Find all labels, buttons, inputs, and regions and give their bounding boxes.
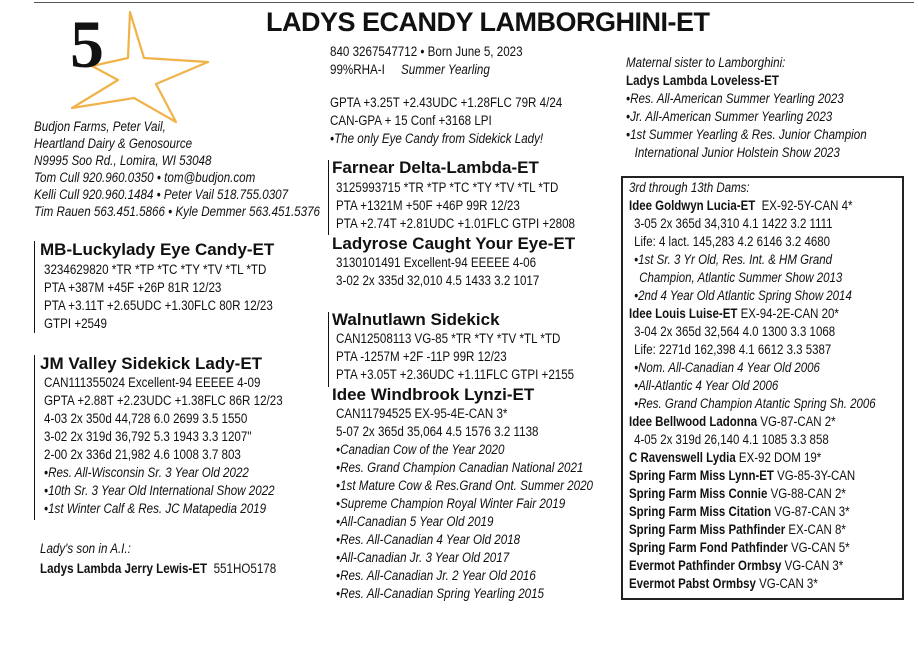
sire-name: MB-Luckylady Eye Candy-ET xyxy=(40,240,275,259)
animal-cangpa: CAN-GPA + 15 Conf +3168 LPI xyxy=(330,113,492,128)
dam-entry-name: Evermot Pabst Ormbsy xyxy=(629,576,756,591)
animal-id: 840 3267547712 • Born June 5, 2023 xyxy=(330,44,523,59)
dam-entry-score: VG-87-CAN 3* xyxy=(774,504,850,519)
sire-bar xyxy=(34,241,35,333)
contact-line: Tom Cull 920.960.0350 • tom@budjon.com xyxy=(34,170,256,185)
dam-entry-line: Life: 2271d 162,398 4.1 6612 3.3 5387 xyxy=(634,342,832,357)
dam-entry-name: C Ravenswell Lydia xyxy=(629,450,736,465)
second-dam-honor: •All-Canadian Jr. 3 Year Old 2017 xyxy=(336,550,510,565)
page-title: LADYS ECANDY LAMBORGHINI-ET xyxy=(266,7,710,37)
dam-entry-honor: •1st Sr. 3 Yr Old, Res. Int. & HM Grand xyxy=(634,252,832,267)
dam-bar xyxy=(34,355,35,520)
sister-honor: International Junior Holstein Show 2023 xyxy=(634,145,840,160)
second-dam-name: Idee Windbrook Lynzi-ET xyxy=(332,385,535,404)
dam-entry-honor: Champion, Atlantic Summer Show 2013 xyxy=(639,270,843,285)
son-label: Lady's son in A.I.: xyxy=(40,541,131,556)
contact-line: N9995 Soo Rd., Lomira, WI 53048 xyxy=(34,153,212,168)
mgs-line: CAN12508113 VG-85 *TR *TY *TV *TL *TD xyxy=(336,331,561,346)
dos-line: 3-02 2x 335d 32,010 4.5 1433 3.2 1017 xyxy=(336,273,540,288)
dam-line: CAN111355024 Excellent-94 EEEEE 4-09 xyxy=(44,375,261,390)
sod-name: Farnear Delta-Lambda-ET xyxy=(332,158,539,177)
second-dam-honor: •Res. Grand Champion Canadian National 2021 xyxy=(336,460,584,475)
dam-entry-line: 4-05 2x 319d 26,140 4.1 1085 3.3 858 xyxy=(634,432,829,447)
dos-details xyxy=(336,254,572,290)
second-dam-honor: •Res. All-Canadian Spring Yearling 2015 xyxy=(336,586,545,601)
mgs-line: PTA +3.05T +2.36UDC +1.11FLC GTPI +2155 xyxy=(336,367,575,382)
second-dam-honor: •All-Canadian 5 Year Old 2019 xyxy=(336,514,494,529)
contact-block xyxy=(34,118,367,220)
animal-note: •The only Eye Candy from Sidekick Lady! xyxy=(330,131,544,146)
second-dam-honor: •Canadian Cow of the Year 2020 xyxy=(336,442,505,457)
sister-honor: •Res. All-American Summer Yearling 2023 xyxy=(626,91,844,106)
sister-honor: •1st Summer Yearling & Res. Junior Champion xyxy=(626,127,867,142)
dam-entry-honor: •2nd 4 Year Old Atlantic Spring Show 2014 xyxy=(634,288,852,303)
contact-line: Heartland Dairy & Genosource xyxy=(34,136,193,151)
star-icon xyxy=(32,6,217,124)
animal-gpta: GPTA +3.25T +2.43UDC +1.28FLC 79R 4/24 xyxy=(330,95,563,110)
contact-line: Budjon Farms, Peter Vail, xyxy=(34,119,166,134)
dam-entry-score: VG-85-3Y-CAN xyxy=(777,468,856,483)
second-dam-honor: •Supreme Champion Royal Winter Fair 2019 xyxy=(336,496,566,511)
second-dam-line: CAN11794525 EX-95-4E-CAN 3* xyxy=(336,406,508,421)
dam-honor: •10th Sr. 3 Year Old International Show 2022 xyxy=(44,483,275,498)
dam-entry-score: EX-92-5Y-CAN 4* xyxy=(761,198,853,213)
contact-line: Tim Rauen 563.451.5866 • Kyle Demmer 563.451.5376 xyxy=(34,204,321,219)
sire-line: 3234629820 *TR *TP *TC *TY *TV *TL *TD xyxy=(44,262,267,277)
dos-name: Ladyrose Caught Your Eye-ET xyxy=(332,234,576,253)
dam-line: GPTA +2.88T +2.23UDC +1.38FLC 86R 12/23 xyxy=(44,393,283,408)
maternal-sister xyxy=(626,54,906,162)
dam-entry-name: Spring Farm Miss Lynn-ET xyxy=(629,468,774,483)
mgs-details xyxy=(336,330,613,384)
dam-entry-name: Spring Farm Fond Pathfinder xyxy=(629,540,788,555)
dam-line: 4-03 2x 350d 44,728 6.0 2699 3.5 1550 xyxy=(44,411,248,426)
dam-details xyxy=(44,374,322,518)
sister-honor: •Jr. All-American Summer Yearling 2023 xyxy=(626,109,833,124)
son-name: Ladys Lambda Jerry Lewis-ET xyxy=(40,561,208,576)
dam-entry-line: Life: 4 lact. 145,283 4.2 6146 3.2 4680 xyxy=(634,234,830,249)
dam-entry-line: 3-05 2x 365d 34,310 4.1 1422 3.2 1111 xyxy=(634,216,833,231)
dam-honor: •1st Winter Calf & Res. JC Matapedia 2019 xyxy=(44,501,267,516)
dam-name: JM Valley Sidekick Lady-ET xyxy=(40,354,263,373)
dam-entry-score: EX-92 DOM 19* xyxy=(738,450,822,465)
dam-entry-name: Spring Farm Miss Pathfinder xyxy=(629,522,786,537)
sire-line: GTPI +2549 xyxy=(44,316,107,331)
animal-info xyxy=(330,43,600,148)
dos-line: 3130101491 Excellent-94 EEEEE 4-06 xyxy=(336,255,537,270)
animal-type: 99%RHA-I xyxy=(330,62,385,77)
sire-line: PTA +3.11T +2.65UDC +1.30FLC 80R 12/23 xyxy=(44,298,273,313)
sister-label: Maternal sister to Lamborghini: xyxy=(626,55,786,70)
second-dam-details xyxy=(336,405,635,603)
sire-details xyxy=(44,261,310,333)
contact-line: Kelli Cull 920.960.1484 • Peter Vail 518.755.0307 xyxy=(34,187,289,202)
dam-line: 2-00 2x 336d 21,982 4.6 1008 3.7 803 xyxy=(44,447,241,462)
second-dam-line: 5-07 2x 365d 35,064 4.5 1576 3.2 1138 xyxy=(336,424,539,439)
dam-entry-name: Idee Goldwyn Lucia-ET xyxy=(629,198,756,213)
dam-entry-score: VG-CAN 3* xyxy=(784,558,844,573)
dam-entry-score: VG-CAN 5* xyxy=(790,540,850,555)
second-dam-honor: •1st Mature Cow & Res.Grand Ont. Summer 2020 xyxy=(336,478,594,493)
mgs-line: PTA -1257M +2F -11P 99R 12/23 xyxy=(336,349,507,364)
second-dam-honor: •Res. All-Canadian 4 Year Old 2018 xyxy=(336,532,521,547)
dam-honor: •Res. All-Wisconsin Sr. 3 Year Old 2022 xyxy=(44,465,249,480)
top-rule xyxy=(34,2,914,3)
sod-bar xyxy=(328,160,329,235)
dam-entry-name: Evermot Pathfinder Ormbsy xyxy=(629,558,782,573)
dam-entry-score: EX-CAN 8* xyxy=(788,522,846,537)
sire-line: PTA +387M +45F +26P 81R 12/23 xyxy=(44,280,222,295)
mgs-bar xyxy=(328,312,329,387)
dam-line: 3-02 2x 319d 36,792 5.3 1943 3.3 1207" xyxy=(44,429,252,444)
dam-entry-score: VG-88-CAN 2* xyxy=(770,486,846,501)
dam-entry-score: VG-CAN 3* xyxy=(759,576,818,591)
animal-class: Summer Yearling xyxy=(400,62,490,77)
dams-label: 3rd through 13th Dams: xyxy=(629,180,750,195)
dam-entry-honor: •Nom. All-Canadian 4 Year Old 2006 xyxy=(634,360,820,375)
sod-line: PTA +2.74T +2.81UDC +1.01FLC GTPI +2808 xyxy=(336,216,576,231)
dams-box-content xyxy=(629,179,918,593)
dam-entry-score: VG-87-CAN 2* xyxy=(760,414,836,429)
dam-entry-name: Idee Louis Luise-ET xyxy=(629,306,738,321)
sod-line: 3125993715 *TR *TP *TC *TY *TV *TL *TD xyxy=(336,180,559,195)
son-block xyxy=(40,540,315,578)
sod-line: PTA +1321M +50F +46P 99R 12/23 xyxy=(336,198,520,213)
son-code: 551HO5178 xyxy=(213,561,277,576)
dam-entry-honor: •All-Atlantic 4 Year Old 2006 xyxy=(634,378,779,393)
dam-entry-score: EX-94-2E-CAN 20* xyxy=(740,306,839,321)
dam-entry-name: Idee Bellwood Ladonna xyxy=(629,414,758,429)
sod-details xyxy=(336,179,614,233)
sister-name: Ladys Lambda Loveless-ET xyxy=(626,73,779,88)
dam-entry-line: 3-04 2x 365d 32,564 4.0 1300 3.3 1068 xyxy=(634,324,836,339)
dam-entry-name: Spring Farm Miss Citation xyxy=(629,504,772,519)
dam-entry-name: Spring Farm Miss Connie xyxy=(629,486,768,501)
lot-number: 5 xyxy=(70,6,104,82)
second-dam-honor: •Res. All-Canadian Jr. 2 Year Old 2016 xyxy=(336,568,536,583)
dam-entry-honor: •Res. Grand Champion Atantic Spring Sh. 2006 xyxy=(634,396,876,411)
mgs-name: Walnutlawn Sidekick xyxy=(332,310,500,329)
